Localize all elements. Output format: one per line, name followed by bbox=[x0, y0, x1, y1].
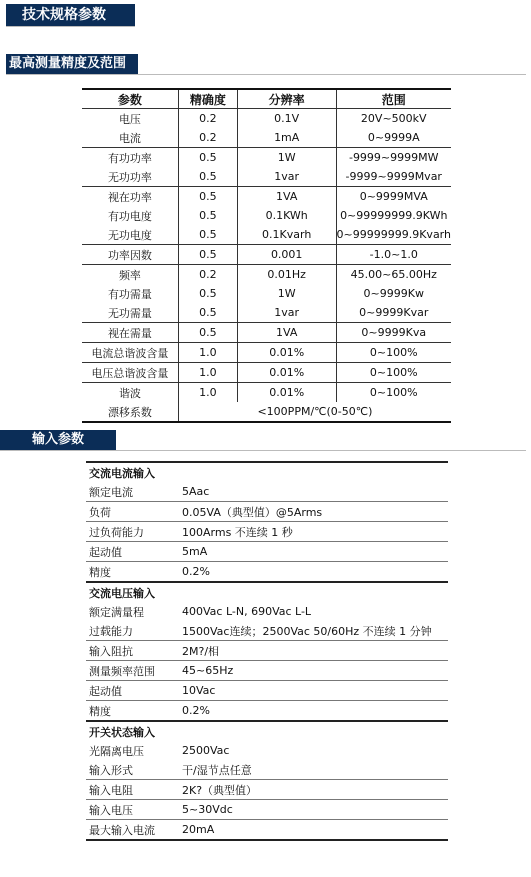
table-cell: 1.0 bbox=[178, 363, 237, 383]
row-label: 无功功率 bbox=[82, 167, 178, 187]
divider bbox=[6, 74, 526, 75]
table-row bbox=[86, 641, 448, 661]
table-row bbox=[82, 225, 451, 245]
table-row bbox=[82, 245, 451, 265]
param-value: 5mA bbox=[179, 542, 448, 562]
table-row bbox=[82, 206, 451, 225]
table-row bbox=[82, 323, 451, 343]
param-label: 起动值 bbox=[86, 542, 179, 562]
table-cell: 0.2 bbox=[178, 128, 237, 148]
table-cell: 1var bbox=[237, 167, 336, 187]
table-row bbox=[86, 542, 448, 562]
table-row bbox=[82, 167, 451, 187]
table-cell: -1.0~1.0 bbox=[336, 245, 451, 265]
table-row bbox=[86, 800, 448, 820]
accuracy-table bbox=[82, 88, 451, 423]
param-value: 干/湿节点任意 bbox=[179, 760, 448, 780]
param-label: 最大输入电流 bbox=[89, 823, 155, 837]
table-row bbox=[86, 701, 448, 722]
param-label: 过载能力 bbox=[86, 621, 179, 641]
table-cell: 0.2 bbox=[178, 109, 237, 129]
table-row bbox=[86, 502, 448, 522]
section-title-input: 输入参数 bbox=[0, 430, 116, 450]
table-row bbox=[82, 284, 451, 303]
table-cell: 1VA bbox=[237, 323, 336, 343]
row-label: 电压 bbox=[118, 112, 141, 126]
param-value: 2500Vac bbox=[182, 744, 230, 757]
table-cell: 0.001 bbox=[237, 245, 336, 265]
group-header-row bbox=[86, 462, 448, 482]
param-label: 输入阻抗 bbox=[86, 641, 179, 661]
param-value: 20mA bbox=[182, 823, 215, 836]
table-row bbox=[82, 187, 451, 207]
table-row bbox=[82, 265, 451, 285]
table-row bbox=[82, 109, 451, 129]
table-row bbox=[82, 148, 451, 168]
table-row bbox=[86, 661, 448, 681]
row-label: 无功电度 bbox=[82, 225, 178, 245]
table-row bbox=[86, 741, 448, 760]
table-cell: 20V~500kV bbox=[336, 109, 451, 129]
table-header-row bbox=[82, 89, 451, 109]
param-value: 5~30Vdc bbox=[179, 800, 448, 820]
table-cell: 1.0 bbox=[178, 383, 237, 403]
table-cell: 0.5 bbox=[178, 225, 237, 245]
param-label: 起动值 bbox=[86, 681, 179, 701]
param-value: 45~65Hz bbox=[179, 661, 448, 681]
table-row bbox=[82, 128, 451, 148]
param-label: 负荷 bbox=[86, 502, 179, 522]
column-header: 精确度 bbox=[178, 89, 237, 109]
param-value: 0.2% bbox=[179, 701, 448, 722]
param-value: 2M?/相 bbox=[179, 641, 448, 661]
table-cell: 0.2 bbox=[178, 265, 237, 285]
table-row bbox=[86, 562, 448, 583]
param-label: 过负荷能力 bbox=[86, 522, 179, 542]
param-value: 5Aac bbox=[179, 482, 448, 502]
group-title: 交流电压输入 bbox=[89, 586, 155, 600]
table-cell: 0.5 bbox=[178, 148, 237, 168]
table-cell: 0.01% bbox=[237, 343, 336, 363]
table-row bbox=[82, 363, 451, 383]
param-label: 精度 bbox=[86, 562, 179, 583]
table-cell: 0~9999MVA bbox=[336, 187, 451, 207]
table-row bbox=[82, 303, 451, 323]
row-label: 电流总谐波含量 bbox=[82, 343, 178, 363]
param-label: 输入电压 bbox=[86, 800, 179, 820]
table-cell: 0.01% bbox=[237, 363, 336, 383]
param-value: 10Vac bbox=[179, 681, 448, 701]
table-row bbox=[86, 760, 448, 780]
row-label: 有功电度 bbox=[107, 209, 152, 223]
table-row bbox=[86, 681, 448, 701]
table-row bbox=[86, 602, 448, 621]
param-label: 输入电阻 bbox=[86, 780, 179, 800]
section-title-accuracy: 最高测量精度及范围 bbox=[6, 54, 138, 74]
table-cell: 1W bbox=[237, 148, 336, 168]
table-row bbox=[86, 522, 448, 542]
row-label: 漂移系数 bbox=[107, 405, 152, 419]
param-label: 测量频率范围 bbox=[86, 661, 179, 681]
table-cell: 0~9999Kva bbox=[336, 323, 451, 343]
table-cell: 0.1KWh bbox=[237, 206, 336, 225]
table-row bbox=[86, 482, 448, 502]
row-value: <100PPM/℃(0-50℃) bbox=[178, 402, 451, 422]
param-label: 额定电流 bbox=[86, 482, 179, 502]
row-label: 无功需量 bbox=[82, 303, 178, 323]
column-header: 范围 bbox=[336, 89, 451, 109]
table-cell: 0.5 bbox=[178, 323, 237, 343]
group-header-row bbox=[86, 582, 448, 602]
table-cell: -9999~9999Mvar bbox=[336, 167, 451, 187]
table-cell: 0~100% bbox=[336, 343, 451, 363]
row-label: 电压总谐波含量 bbox=[82, 363, 178, 383]
param-label: 精度 bbox=[86, 701, 179, 722]
divider bbox=[0, 450, 526, 451]
table-cell: 0~9999Kw bbox=[336, 284, 451, 303]
table-cell: 1mA bbox=[237, 128, 336, 148]
row-label: 频率 bbox=[118, 268, 141, 282]
column-header: 分辨率 bbox=[237, 89, 336, 109]
table-row bbox=[82, 383, 451, 403]
table-row bbox=[86, 780, 448, 800]
table-cell: 0.1V bbox=[237, 109, 336, 129]
param-value: 400Vac L-N, 690Vac L-L bbox=[182, 605, 312, 618]
param-value: 0.05VA（典型值）@5Arms bbox=[179, 502, 448, 522]
row-label: 有功需量 bbox=[107, 287, 152, 301]
group-title: 开关状态输入 bbox=[89, 725, 155, 739]
group-header-row bbox=[86, 721, 448, 741]
table-cell: 0.5 bbox=[178, 206, 237, 225]
table-row bbox=[86, 621, 448, 641]
param-label: 光隔离电压 bbox=[89, 744, 144, 758]
row-label: 谐波 bbox=[118, 386, 141, 400]
table-cell: 0.1Kvarh bbox=[237, 225, 336, 245]
group-title: 交流电流输入 bbox=[89, 466, 155, 480]
table-cell: 1W bbox=[237, 284, 336, 303]
column-header: 参数 bbox=[82, 89, 178, 109]
table-row bbox=[82, 402, 451, 422]
table-cell: 0.5 bbox=[178, 167, 237, 187]
table-cell: 0.5 bbox=[178, 245, 237, 265]
table-row bbox=[82, 343, 451, 363]
section-title-tech-spec: 技术规格参数 bbox=[6, 4, 135, 26]
row-label: 视在需量 bbox=[82, 323, 178, 343]
table-cell: 1.0 bbox=[178, 343, 237, 363]
divider bbox=[6, 26, 135, 27]
row-label: 功率因数 bbox=[82, 245, 178, 265]
table-cell: 0~100% bbox=[336, 383, 451, 403]
table-cell: 0~100% bbox=[336, 363, 451, 383]
table-cell: 1VA bbox=[237, 187, 336, 207]
row-label: 视在功率 bbox=[107, 190, 152, 204]
param-value: 0.2% bbox=[179, 562, 448, 583]
table-cell: 0.5 bbox=[178, 284, 237, 303]
table-cell: 0.5 bbox=[178, 187, 237, 207]
param-value: 100Arms 不连续 1 秒 bbox=[179, 522, 448, 542]
param-label: 输入形式 bbox=[86, 760, 179, 780]
table-row bbox=[86, 820, 448, 841]
table-cell: 45.00~65.00Hz bbox=[336, 265, 451, 285]
table-cell: 0~99999999.9KWh bbox=[336, 206, 451, 225]
table-cell: 1var bbox=[237, 303, 336, 323]
param-value: 1500Vac连续；2500Vac 50/60Hz 不连续 1 分钟 bbox=[179, 621, 448, 641]
table-cell: 0~9999A bbox=[336, 128, 451, 148]
table-cell: 0.01% bbox=[237, 383, 336, 403]
table-cell: 0~99999999.9Kvarh bbox=[336, 225, 451, 245]
table-cell: 0~9999Kvar bbox=[336, 303, 451, 323]
row-label: 电流 bbox=[82, 128, 178, 148]
row-label: 有功功率 bbox=[107, 151, 152, 165]
input-params-table bbox=[86, 461, 448, 841]
param-label: 额定满量程 bbox=[89, 605, 144, 619]
table-cell: 0.5 bbox=[178, 303, 237, 323]
table-cell: -9999~9999MW bbox=[336, 148, 451, 168]
param-value: 2K?（典型值） bbox=[179, 780, 448, 800]
table-cell: 0.01Hz bbox=[237, 265, 336, 285]
